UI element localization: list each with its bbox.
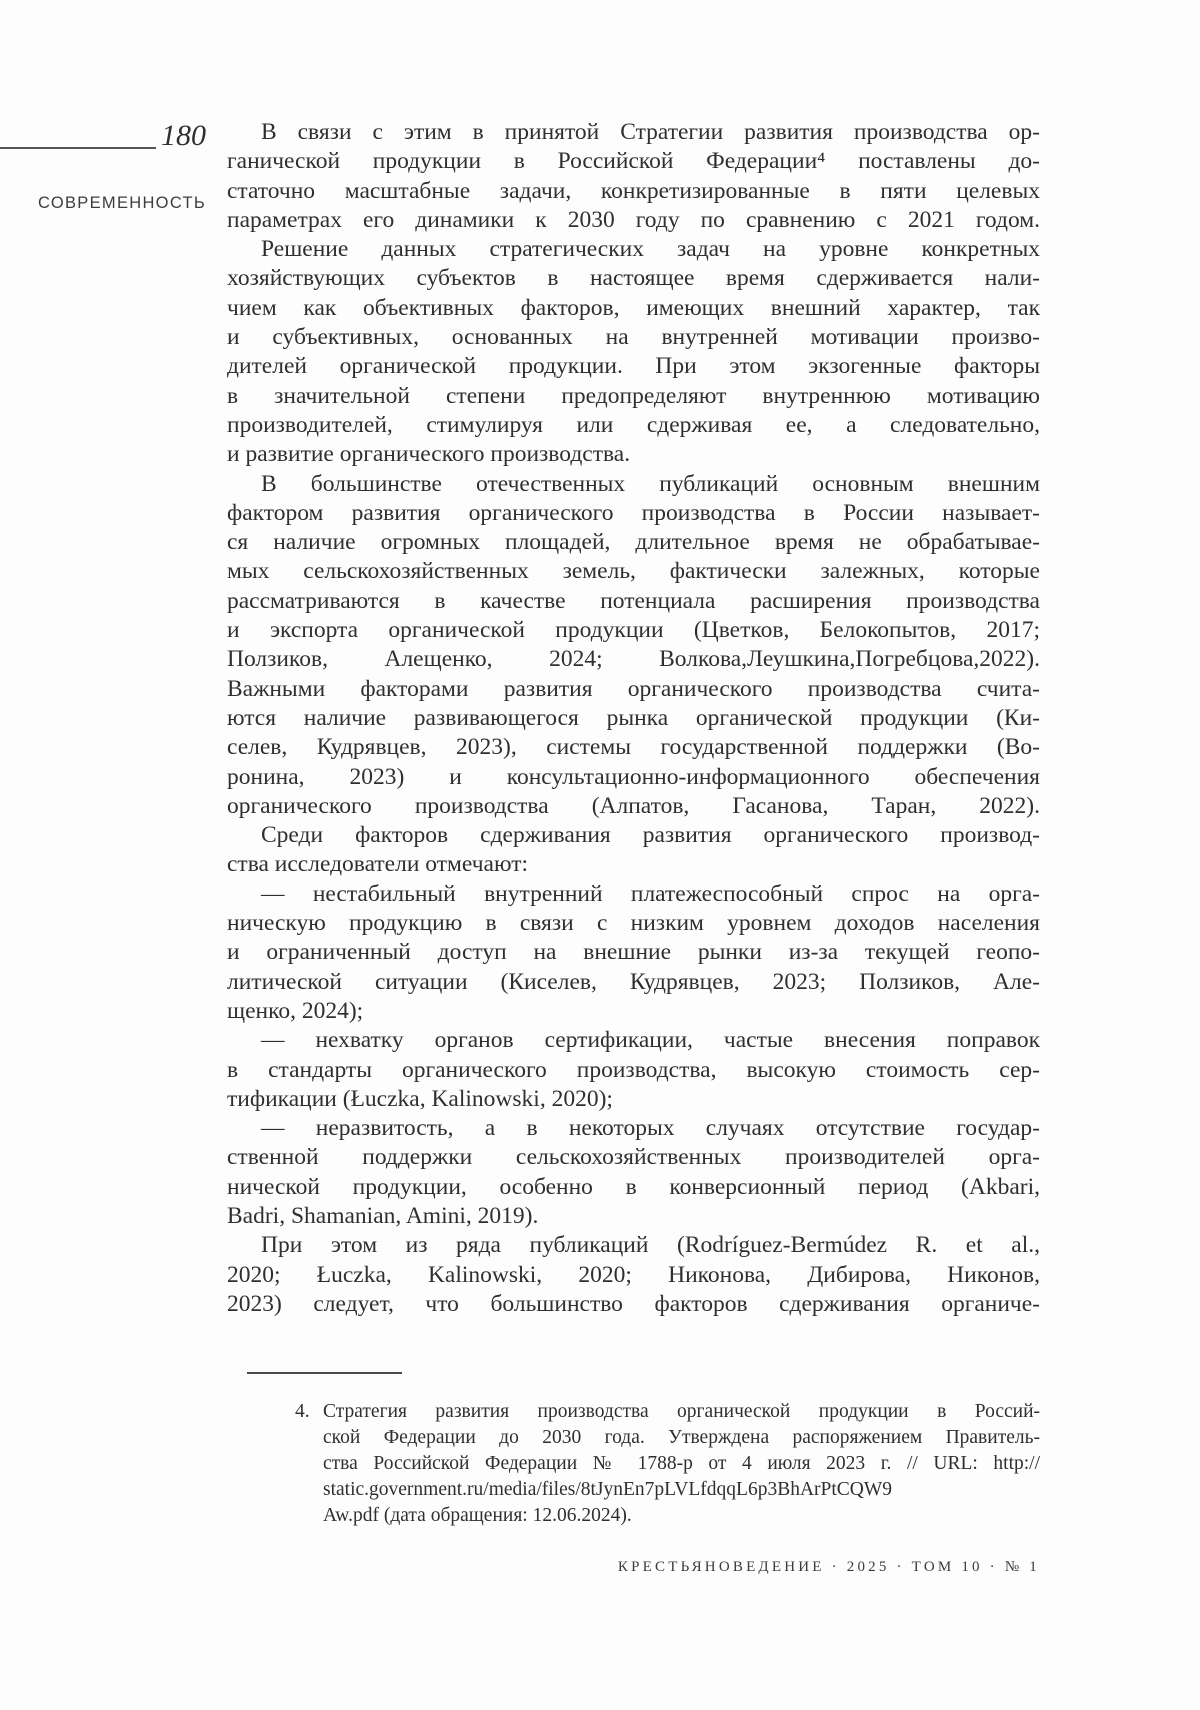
text-line: Ползиков, Алещенко, 2024; Волкова,Леушкина,Погребцова,2022).: [227, 646, 1040, 673]
footnote-rule: [247, 1372, 402, 1374]
text-line: производителей, стимулируя или сдерживая ее, а следовательно,: [227, 411, 1040, 438]
text-line: ской Федерации до 2030 года. Утверждена распоряжением Правитель-: [323, 1427, 1040, 1448]
footer-journal-line: КРЕСТЬЯНОВЕДЕНИЕ · 2025 · ТОМ 10 · № 1: [617, 1559, 1040, 1575]
paragraph: [227, 1026, 1040, 1114]
text-line: ся наличие огромных площадей, длительное время не обрабатывае-: [227, 529, 1040, 556]
paragraph: [227, 1114, 1040, 1231]
text-line: ронина, 2023) и консультационно-информационного обеспечения: [227, 763, 1040, 790]
text-line: щенко, 2024);: [227, 997, 364, 1024]
text-line: и развитие органического производства.: [227, 441, 631, 468]
text-line: ганической продукции в Российской Федерации⁴ поставлены до-: [227, 148, 1040, 175]
text-line: 2020; Łuczka, Kalinowski, 2020; Никонова, Дибирова, Никонов,: [227, 1261, 1040, 1288]
text-line: в значительной степени предопределяют внутреннюю мотивацию: [227, 382, 1040, 409]
text-line: и ограниченный доступ на внешние рынки из-за текущей геопо-: [227, 939, 1040, 966]
text-line: мых сельскохозяйственных земель, фактически залежных, которые: [227, 558, 1040, 585]
text-line: ства Российской Федерации № 1788-р от 4 июля 2023 г. // URL: http://: [323, 1453, 1040, 1474]
text-line: чием как объективных факторов, имеющих внешний характер, так: [227, 294, 1040, 321]
paragraph: [227, 880, 1040, 1026]
text-line: рассматриваются в качестве потенциала расширения производства: [227, 587, 1040, 614]
footnote-lines: [323, 1399, 1040, 1529]
text-line: дителей органической продукции. При этом экзогенные факторы: [227, 353, 1040, 380]
text-line: При этом из ряда публикаций (Rodríguez-Bermúdez R. et al.,: [261, 1232, 1040, 1259]
text-line: ются наличие развивающегося рынка органической продукции (Ки-: [227, 704, 1040, 731]
body-text: [227, 118, 1040, 1319]
text-line: Решение данных стратегических задач на уровне конкретных: [261, 236, 1040, 263]
text-line: ства исследователи отмечают:: [227, 851, 528, 878]
text-line: хозяйствующих субъектов в настоящее время сдерживается нали-: [227, 265, 1040, 292]
text-line: параметрах его динамики к 2030 году по сравнению с 2021 годом.: [227, 206, 1040, 233]
section-label: СОВРЕМЕННОСТЬ: [38, 194, 206, 212]
text-line: Важными факторами развития органического производства счита-: [227, 675, 1040, 702]
text-line: Стратегия развития производства органической продукции в Россий-: [323, 1401, 1040, 1422]
footnote-number: 4.: [295, 1401, 310, 1422]
text-line: фактором развития органического производства в России называет-: [227, 499, 1040, 526]
text-line: и экспорта органической продукции (Цветков, Белокопытов, 2017;: [227, 617, 1040, 644]
text-line: ническую продукцию в связи с низким уровнем доходов населения: [227, 910, 1040, 937]
page-number: 180: [161, 119, 206, 152]
text-line: в стандарты органического производства, высокую стоимость сер-: [227, 1056, 1040, 1083]
text-line: — нестабильный внутренний платежеспособный спрос на орга-: [261, 880, 1040, 907]
text-line: литической ситуации (Киселев, Кудрявцев, 2023; Ползиков, Але-: [227, 968, 1040, 995]
text-line: нической продукции, особенно в конверсионный период (Akbari,: [227, 1173, 1040, 1200]
paragraph: [227, 235, 1040, 469]
paragraph: [227, 470, 1040, 822]
text-line: В большинстве отечественных публикаций основным внешним: [261, 470, 1040, 497]
text-line: селев, Кудрявцев, 2023), системы государственной поддержки (Во-: [227, 734, 1040, 761]
text-line: органического производства (Алпатов, Гасанова, Таран, 2022).: [227, 792, 1040, 819]
text-line: Aw.pdf (дата обращения: 12.06.2024).: [323, 1505, 632, 1526]
text-line: В связи с этим в принятой Стратегии развития производства ор-: [261, 119, 1040, 145]
text-line: Среди факторов сдерживания развития органического производ-: [261, 822, 1040, 849]
text-line: static.government.ru/media/files/8tJynEn7pLVLfdqqL6p3BhArPtCQW9: [323, 1479, 893, 1500]
paragraph: [227, 821, 1040, 880]
text-line: 2023) следует, что большинство факторов сдерживания органиче-: [227, 1290, 1040, 1317]
text-line: Badri, Shamanian, Amini, 2019).: [227, 1202, 539, 1229]
paragraph: [227, 1231, 1040, 1319]
text-line: тификации (Łuczka, Kalinowski, 2020);: [227, 1085, 613, 1112]
paragraph: [227, 118, 1040, 235]
text-line: ственной поддержки сельскохозяйственных производителей орга-: [227, 1144, 1040, 1171]
text-line: статочно масштабные задачи, конкретизированные в пяти целевых: [227, 177, 1040, 204]
text-line: и субъективных, основанных на внутренней мотивации произво-: [227, 324, 1040, 351]
footnote: [295, 1399, 1040, 1529]
text-line: — неразвитость, а в некоторых случаях отсутствие государ-: [261, 1115, 1040, 1142]
text-line: — нехватку органов сертификации, частые внесения поправок: [261, 1027, 1040, 1054]
